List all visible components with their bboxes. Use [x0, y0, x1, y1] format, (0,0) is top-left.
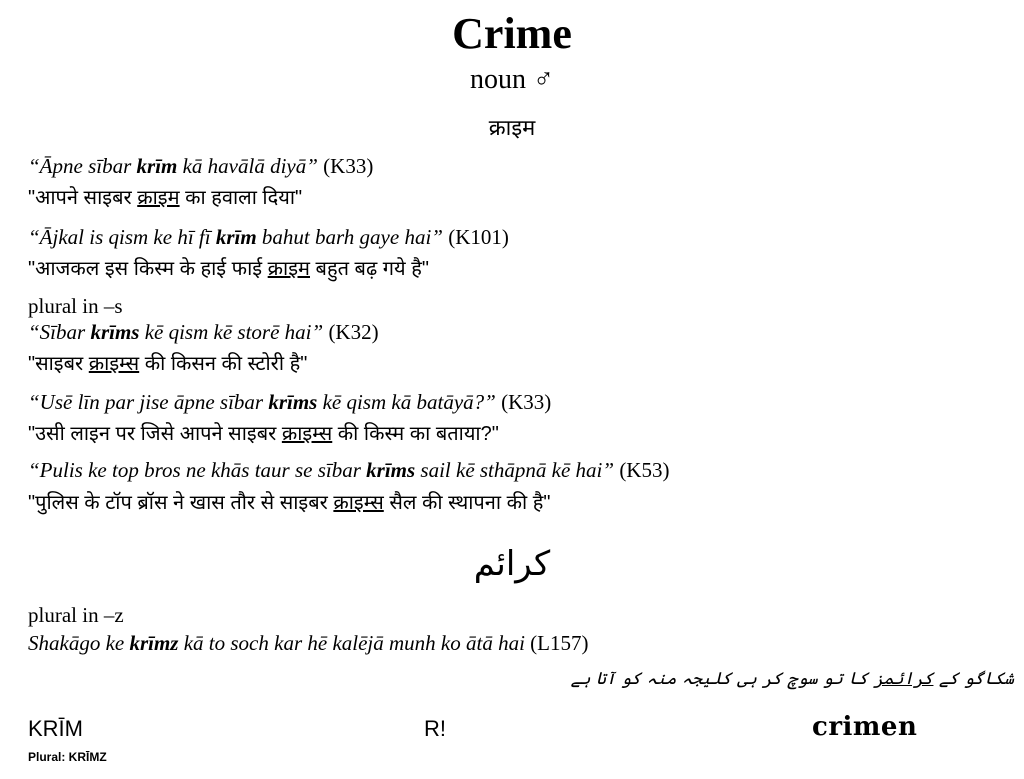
footer-middle-label: R! [424, 716, 446, 741]
footer-transcription-plural: Plural: KRĪMZ [28, 750, 107, 764]
example-hindi: "साइबर क्राइम्स की किसन की स्टोरी है" [28, 353, 308, 375]
example-transliteration: “Sībar krīms kē qism kē storē hai” (K32) [28, 320, 379, 344]
plural-s-label: plural in –s [28, 294, 123, 318]
urdu-example-transliteration: Shakāgo ke krīmz kā to soch kar hē kalējā munh ko ātā hai (L157) [28, 631, 589, 655]
headword-title: Crime [452, 9, 572, 58]
footer-transcription: KRĪM [28, 716, 83, 741]
example-transliteration: “Ājkal is qism ke hī fī krīm bahut barh gaye hai” (K101) [28, 225, 509, 249]
hindi-headword: क्राइम [488, 115, 536, 140]
example-hindi: "उसी लाइन पर जिसे आपने साइबर क्राइम्स की किस्म का बताया?" [28, 423, 499, 445]
example-transliteration: “Usē līn par jise āpne sībar krīms kē qism kā batāyā?” (K33) [28, 390, 552, 414]
part-of-speech: noun ♂ [470, 64, 554, 95]
example-hindi: "आजकल इस किस्म के हाई फाई क्राइम बहुत बढ़ गये है" [28, 258, 429, 280]
urdu-headword: کرائم [473, 544, 551, 584]
example-transliteration: “Pulis ke top bros ne khās taur se sībar krīms sail kē sthāpnā kē hai” (K53) [28, 458, 670, 482]
example-hindi: "पुलिस के टॉप ब्रॉस ने खास तौर से साइबर क्राइम्स सैल की स्थापना की है" [28, 492, 551, 514]
example-hindi: "आपने साइबर क्राइम का हवाला दिया" [28, 187, 303, 209]
example-transliteration: “Āpne sībar krīm kā havālā diyā” (K33) [28, 154, 374, 178]
footer-latin-word: crimen [812, 712, 918, 742]
urdu-example-text: شکاگو کے کرائمز کا تو سوچ کر ہی کلیجہ منہ کو آتا ہے [570, 669, 1014, 689]
plural-z-label: plural in –z [28, 603, 124, 627]
